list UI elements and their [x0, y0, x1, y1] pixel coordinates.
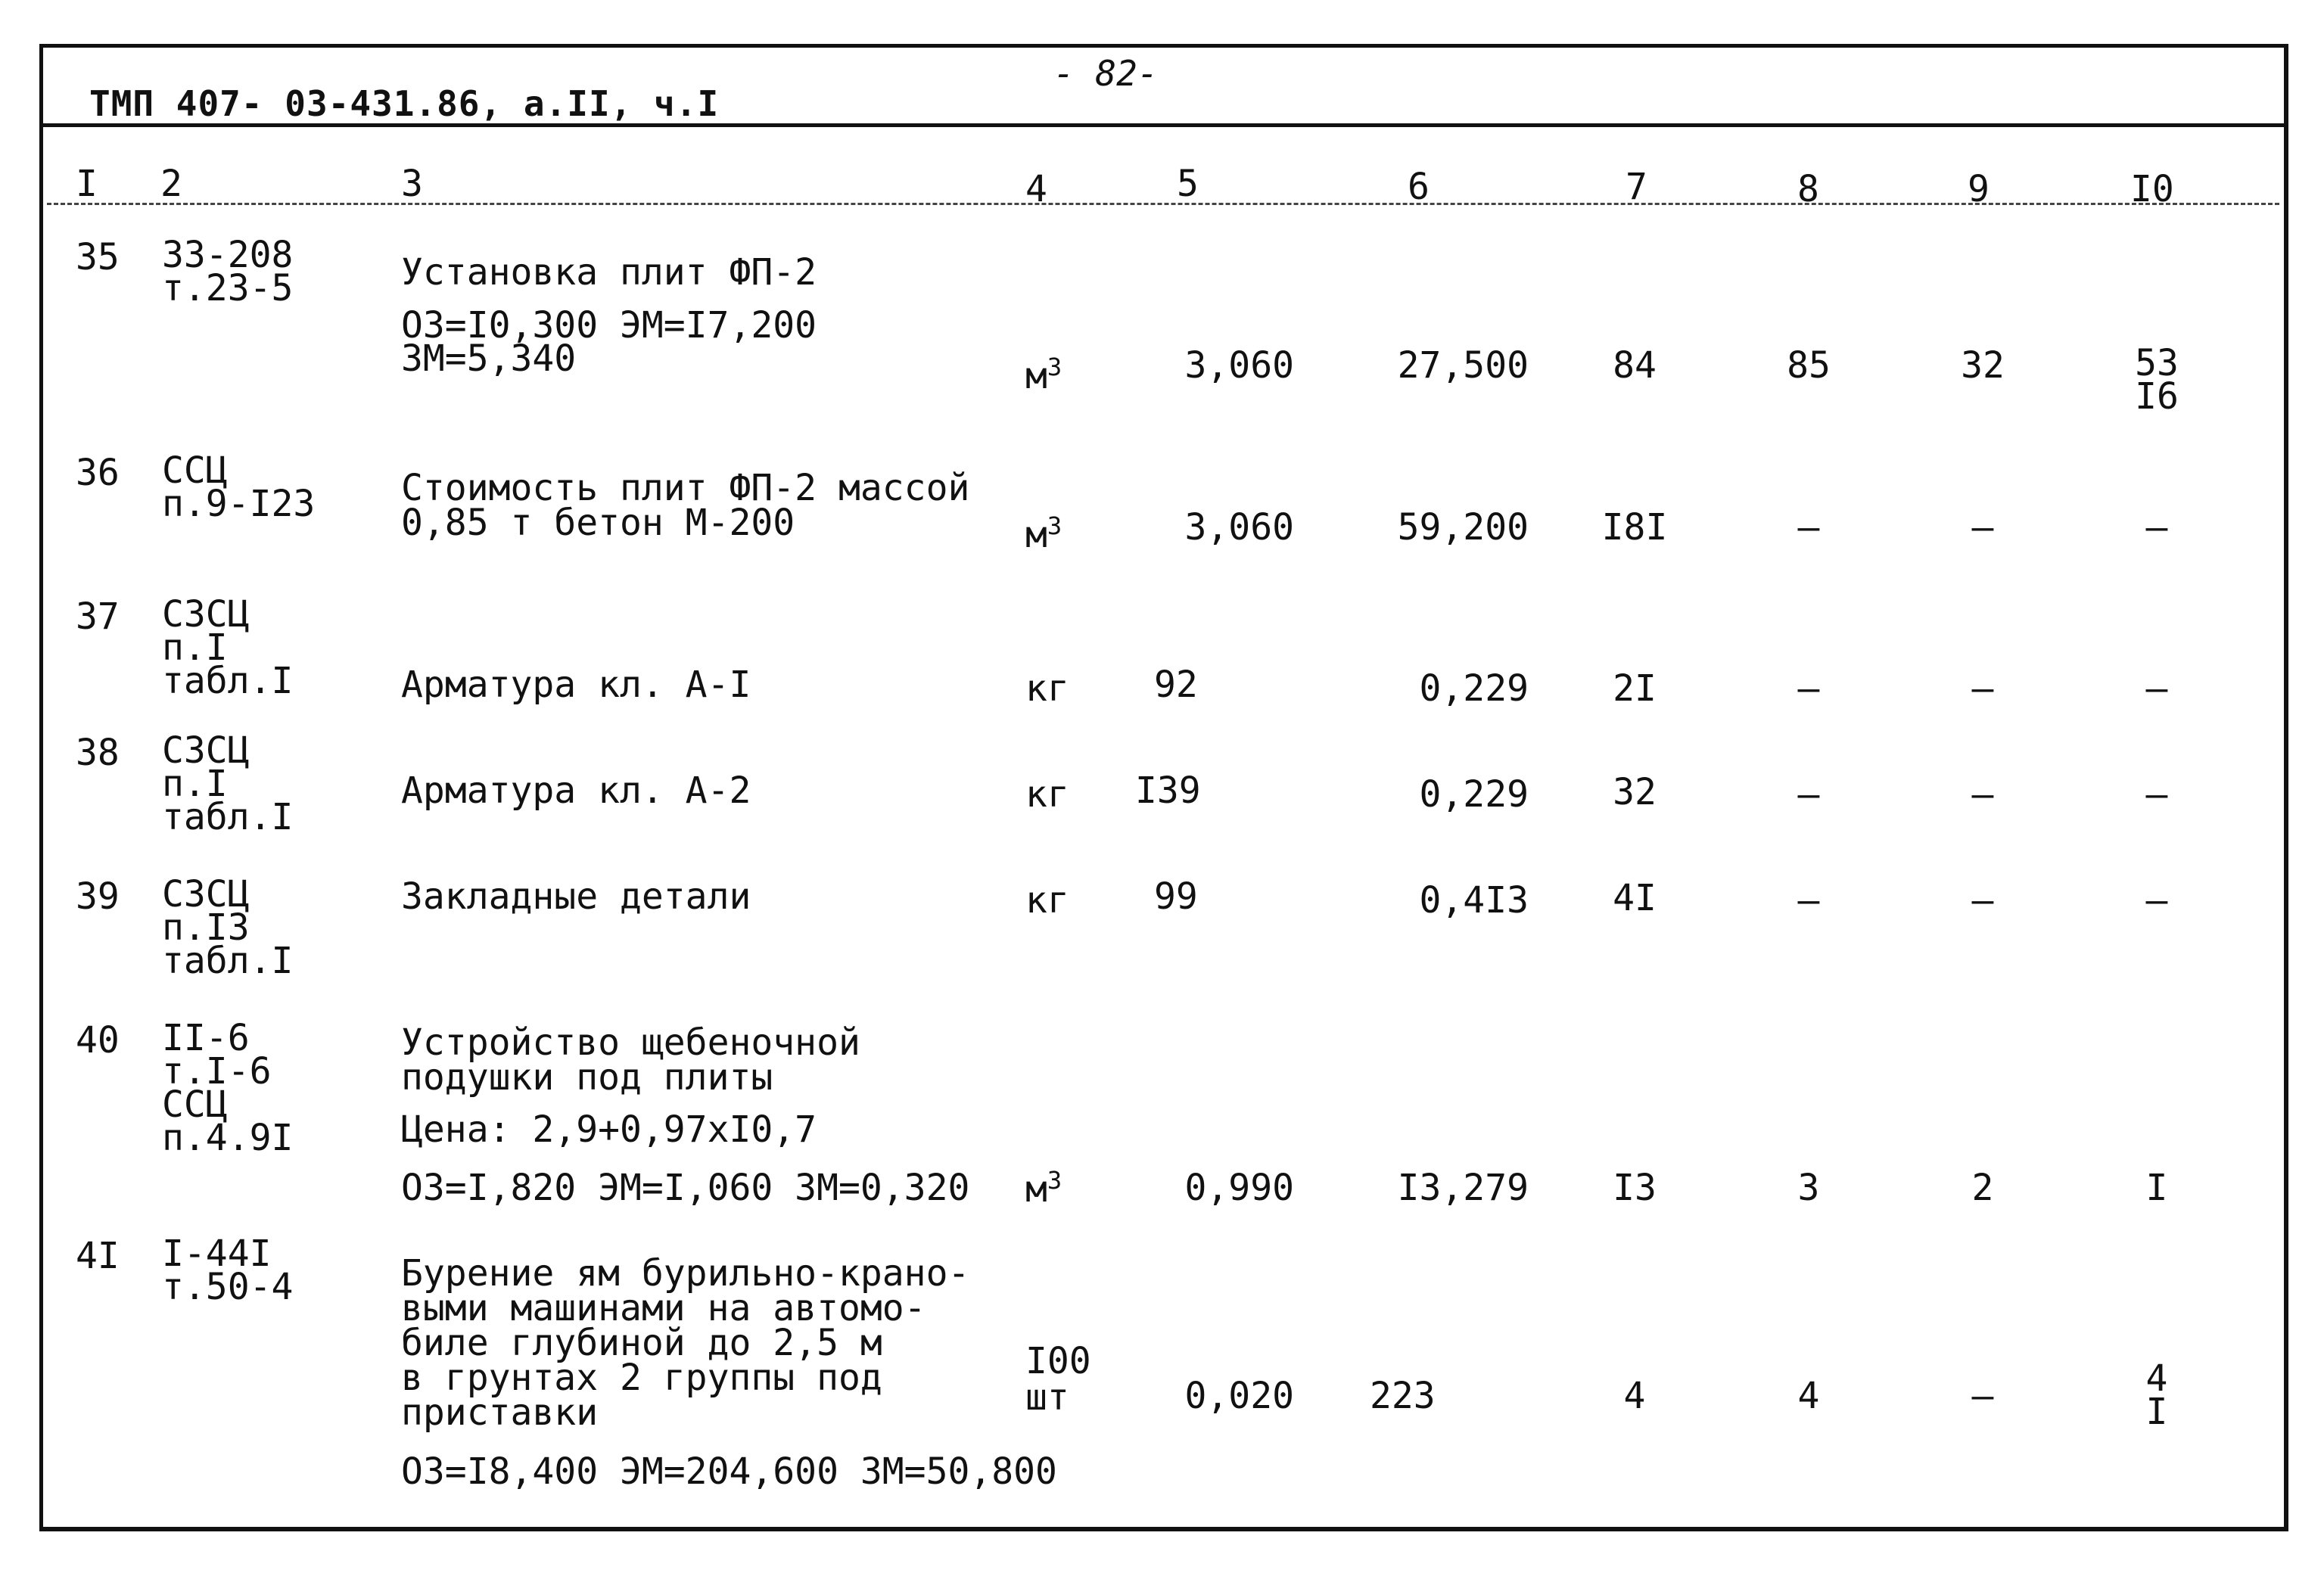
row-col10: I: [2145, 1167, 2168, 1209]
row-quantity: 99: [1154, 875, 1198, 918]
row-col7: 2I: [1613, 667, 1657, 710]
row-quantity: 92: [1154, 664, 1198, 706]
row-col9: –: [1971, 773, 1994, 816]
row-col7: I8I: [1601, 506, 1668, 549]
row-unit: $м^3$: [1025, 1166, 1062, 1211]
row-number: 38: [76, 732, 120, 774]
row-number: 39: [76, 875, 120, 918]
col-num-3: 3: [401, 163, 423, 205]
page-number: - 82-: [1053, 53, 1159, 94]
row-quantity: 0,020: [1184, 1375, 1294, 1417]
row-description: Закладные детали: [401, 875, 751, 918]
row-col8: 3: [1797, 1167, 1820, 1209]
row-quantity: 0,990: [1184, 1167, 1294, 1209]
col-num-5: 5: [1177, 163, 1199, 205]
row-col10: –: [2145, 667, 2168, 710]
row-col9: –: [1971, 506, 1994, 549]
row-number: 4I: [76, 1235, 120, 1277]
row-unit-price: 223: [1370, 1375, 1436, 1417]
row-description: Установка плит ФП-2: [401, 251, 817, 294]
row-unit-price: 0,229: [1419, 667, 1529, 710]
row-formula: ОЗ=I0,300 ЭМ=I7,200 ЗМ=5,340: [401, 304, 817, 380]
header-dashed-rule: [47, 203, 2279, 205]
row-formula: ОЗ=I8,400 ЭМ=204,600 ЗМ=50,800: [401, 1450, 1057, 1493]
row-unit: кг: [1025, 773, 1069, 816]
row-col8: –: [1797, 879, 1820, 922]
col-num-9: 9: [1968, 168, 1990, 210]
row-col7: 4: [1623, 1375, 1646, 1417]
row-unit: I00 шт: [1025, 1340, 1091, 1419]
row-col8: 85: [1787, 344, 1831, 387]
row-col9: –: [1971, 879, 1994, 922]
row-unit-price: 0,229: [1419, 773, 1529, 816]
row-code: I-44I т.50-4: [162, 1233, 294, 1308]
row-code: СЗСЦ п.I табл.I: [162, 729, 294, 838]
row-col7: I3: [1613, 1167, 1657, 1209]
row-price-note: Цена: 2,9+0,97хI0,7: [401, 1108, 817, 1151]
row-number: 35: [76, 236, 120, 278]
row-col10: –: [2145, 879, 2168, 922]
row-col7: 32: [1613, 771, 1657, 813]
row-code: 33-208 т.23-5: [162, 234, 294, 309]
col-num-8: 8: [1797, 168, 1819, 210]
row-col9: –: [1971, 1375, 1994, 1417]
row-unit-price: 59,200: [1397, 506, 1529, 549]
col-num-2: 2: [160, 163, 182, 205]
row-unit-price: I3,279: [1397, 1167, 1529, 1209]
row-col7: 4I: [1613, 877, 1657, 919]
row-col8: –: [1797, 773, 1820, 816]
row-description: Арматура кл. А-I: [401, 664, 751, 706]
row-col10: 53 I6: [2135, 342, 2179, 418]
row-unit-price: 0,4I3: [1419, 879, 1529, 922]
col-num-4: 4: [1025, 168, 1047, 210]
col-num-1: I: [76, 163, 98, 205]
row-quantity: 3,060: [1184, 506, 1294, 549]
col-num-10: I0: [2130, 168, 2174, 210]
row-code: II-6 т.I-6 ССЦ п.4.9I: [162, 1017, 294, 1159]
document-code: ТМП 407- 03-431.86, а.II, ч.I: [89, 83, 720, 124]
row-col9: –: [1971, 667, 1994, 710]
row-description: Бурение ям бурильно-крано- выми машинами на автомо- биле глубиной до 2,5 м в грунтах 2 группы под приставки: [401, 1252, 970, 1434]
row-col10: –: [2145, 506, 2168, 549]
row-col7: 84: [1613, 344, 1657, 387]
row-col9: 2: [1971, 1167, 1994, 1209]
row-col10: –: [2145, 773, 2168, 816]
row-number: 37: [76, 595, 120, 638]
row-code: СЗСЦ п.I табл.I: [162, 593, 294, 702]
col-num-7: 7: [1626, 166, 1647, 208]
row-description: Устройство щебеночной подушки под плиты: [401, 1021, 860, 1099]
row-code: СЗСЦ п.I3 табл.I: [162, 873, 294, 982]
row-number: 40: [76, 1019, 120, 1062]
row-quantity: I39: [1135, 769, 1201, 812]
row-unit-price: 27,500: [1397, 344, 1529, 387]
row-code: ССЦ п.9-I23: [162, 449, 316, 525]
row-unit: $м^3$: [1025, 511, 1062, 556]
col-num-6: 6: [1408, 166, 1430, 208]
row-description: Стоимость плит ФП-2 массой 0,85 т бетон М-200: [401, 467, 970, 544]
row-description: Арматура кл. А-2: [401, 769, 751, 812]
row-unit: $м^3$: [1025, 353, 1062, 397]
row-quantity: 3,060: [1184, 344, 1294, 387]
row-unit: кг: [1025, 879, 1069, 922]
row-col9: 32: [1961, 344, 2005, 387]
row-col8: –: [1797, 667, 1820, 710]
row-unit: кг: [1025, 667, 1069, 710]
row-col8: –: [1797, 506, 1820, 549]
row-number: 36: [76, 452, 120, 494]
row-col10: 4 I: [2145, 1357, 2168, 1433]
row-formula: ОЗ=I,820 ЭМ=I,060 ЗМ=0,320: [401, 1167, 970, 1209]
row-col8: 4: [1797, 1375, 1820, 1417]
